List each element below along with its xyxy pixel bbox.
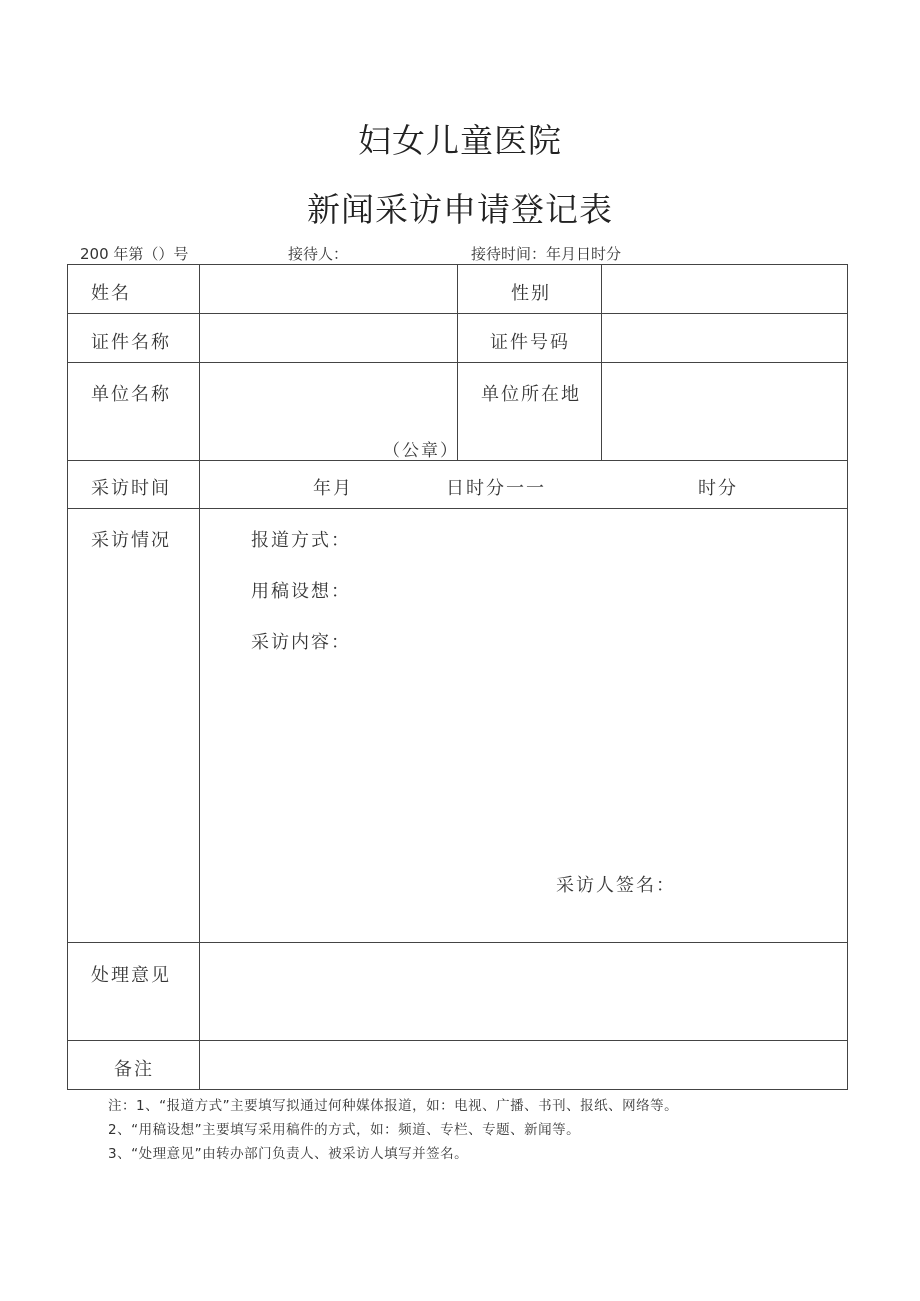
- handling-opinion-field[interactable]: [201, 944, 846, 1039]
- id-number-field[interactable]: [603, 315, 846, 361]
- org-location-label: 单位所在地: [481, 384, 581, 405]
- name-field[interactable]: [201, 266, 456, 312]
- gender-label: 性别: [511, 283, 551, 304]
- receiver-label: 接待人：: [288, 245, 349, 263]
- id-type-label: 证件名称: [91, 332, 171, 353]
- org-name-label: 单位名称: [91, 384, 171, 405]
- org-seal-label: （公章）: [383, 441, 459, 461]
- note-line-1: 注：1、“报道方式”主要填写拟通过何种媒体报道，如：电视、广播、书刊、报纸、网络等。: [108, 1098, 679, 1114]
- org-location-field[interactable]: [603, 364, 846, 459]
- remarks-field[interactable]: [201, 1042, 846, 1088]
- interview-situation-field[interactable]: [201, 510, 846, 941]
- time-year-month: 年月: [313, 478, 353, 499]
- gender-field[interactable]: [603, 266, 846, 312]
- id-number-label: 证件号码: [490, 332, 570, 353]
- note-line-3: 3、“处理意见”由转办部门负责人、被采访人填写并签名。: [108, 1146, 469, 1162]
- interviewer-signature-label: 采访人签名：: [556, 875, 676, 896]
- name-label: 姓名: [91, 283, 131, 304]
- hospital-title: 妇女儿童医院: [358, 121, 562, 160]
- form-title: 新闻采访申请登记表: [307, 190, 613, 229]
- report-method-label: 报道方式：: [251, 530, 351, 551]
- interview-time-label: 采访时间: [91, 478, 171, 499]
- interview-content-label: 采访内容：: [251, 632, 351, 653]
- draft-plan-label: 用稿设想：: [251, 581, 351, 602]
- time-hour-min: 时分: [698, 478, 738, 499]
- serial-number: 200 年第（）号: [80, 245, 189, 263]
- handling-opinion-label: 处理意见: [91, 965, 171, 986]
- interview-situation-label: 采访情况: [91, 530, 171, 551]
- id-type-field[interactable]: [201, 315, 456, 361]
- time-day-hour: 日时分一一: [446, 478, 546, 499]
- remarks-label: 备注: [114, 1059, 154, 1080]
- reception-time-label: 接待时间：年月日时分: [471, 245, 622, 263]
- note-line-2: 2、“用稿设想”主要填写采用稿件的方式，如：频道、专栏、专题、新闻等。: [108, 1122, 581, 1138]
